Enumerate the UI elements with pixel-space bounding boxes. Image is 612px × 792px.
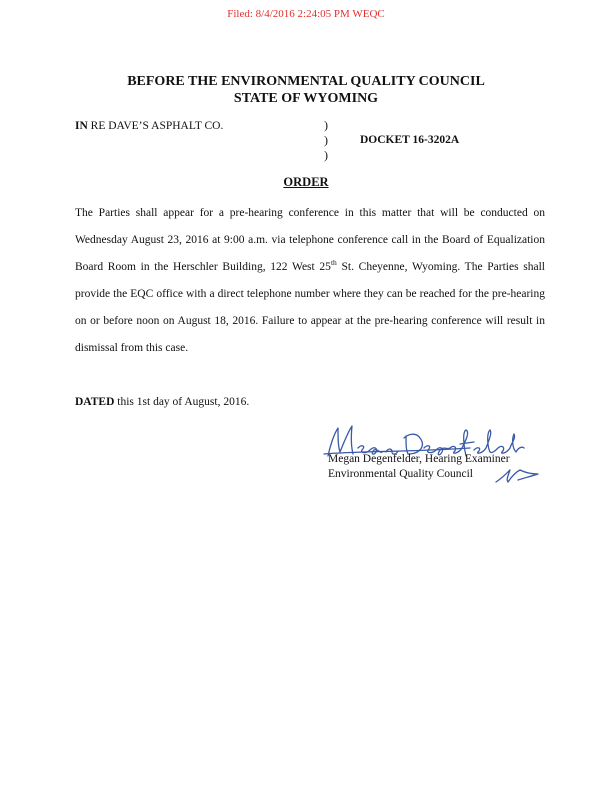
signature-block [320, 418, 550, 488]
caption-parentheses [324, 118, 328, 163]
case-caption [75, 120, 223, 132]
court-name: BEFORE THE ENVIRONMENTAL QUALITY COUNCIL [127, 74, 485, 89]
caption-matter: RE DAVE’S ASPHALT CO. [87, 120, 224, 132]
dated-label: DATED [75, 396, 115, 408]
order-body-text-continued: St. Cheyenne, Wyoming. The Parties shall provide the EQC office with a direct telephone number where they can be reached for the pre-hearing on or before noon on August 18, 2016. Failure to appear at the pre-hearing conference will result in dismissal from this case. [75, 261, 545, 354]
dated-line [75, 396, 249, 408]
order-body-text: The Parties shall appear for a pre-hearing conference in this matter that will be conducted on Wednesday August 23, 2016 at 9:00 a.m. via telephone conference call in the Board of Equalization Board Room in the Herschler Building, 122 West 25 [75, 207, 545, 273]
court-header [0, 73, 612, 107]
court-state: STATE OF WYOMING [233, 91, 379, 106]
caption-prefix: IN [75, 120, 88, 132]
ordinal-suffix: th [330, 258, 337, 268]
caption-paren: ) [324, 133, 328, 147]
caption-paren: ) [324, 118, 328, 132]
docket-number: DOCKET 16-3202A [360, 134, 460, 146]
order-body [75, 200, 545, 362]
signatory-organization: Environmental Quality Council [328, 468, 474, 480]
caption-paren: ) [324, 148, 328, 162]
dated-text: this 1st day of August, 2016. [114, 396, 250, 408]
filing-stamp: Filed: 8/4/2016 2:24:05 PM WEQC [227, 8, 385, 20]
order-title: ORDER [283, 175, 329, 189]
signatory-name-title: Megan Degenfelder, Hearing Examiner [328, 453, 510, 465]
